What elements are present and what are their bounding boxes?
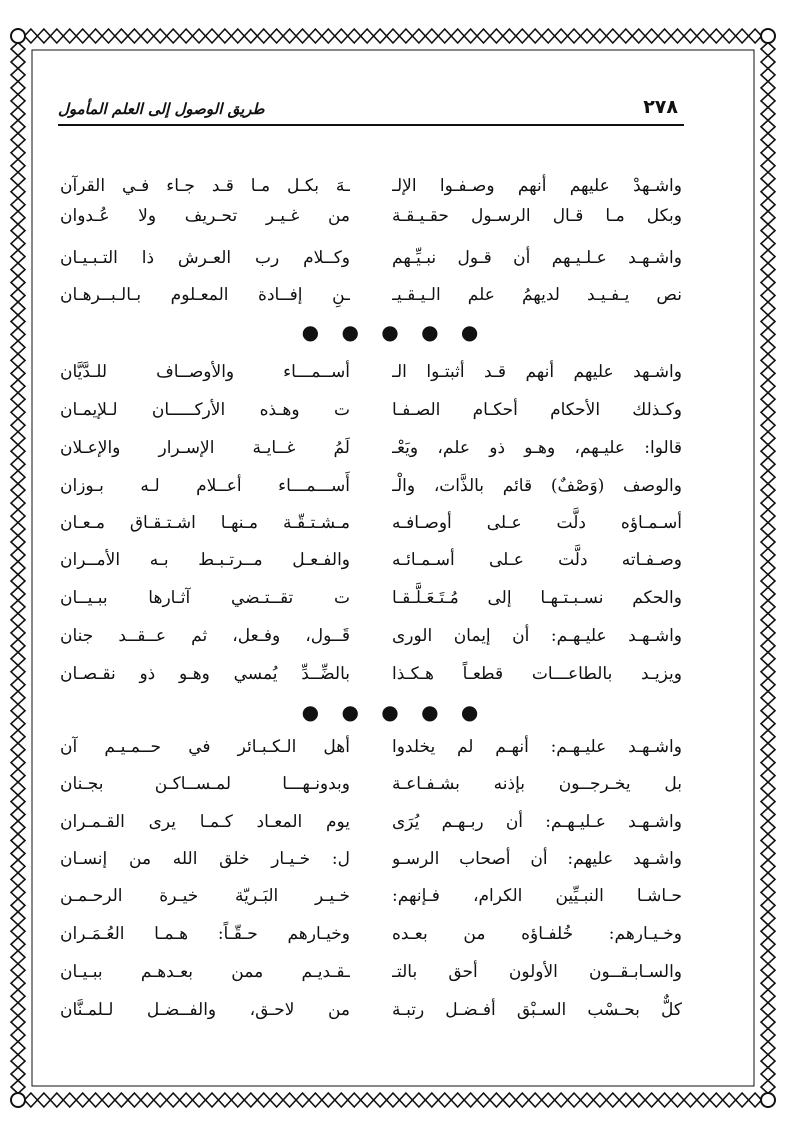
- verse-line: [60, 578, 682, 618]
- verse-line: [60, 390, 682, 430]
- verse-second-hemistich: وخيـارهم حـقّـاً: هـمـا العُـمَـران: [60, 924, 350, 944]
- running-title: طريق الوصول إلى العلم المأمول: [58, 100, 265, 118]
- verse-second-hemistich: أَســـمـــاء أعــلام لـه بـوزان: [60, 476, 350, 496]
- verse-line: [60, 876, 682, 916]
- verse-first-hemistich: واشـهد عليهم أنهم قـد أثبتـوا الـ: [392, 362, 682, 382]
- verse-first-hemistich: واشـهـد عليـهـم: أنهـم لم يخلدوا: [392, 737, 682, 757]
- verse-second-hemistich: أســمـــاء والأوصــاف للـدَّيَّان: [60, 362, 350, 382]
- verse-line: [60, 990, 682, 1030]
- verse-line: [60, 616, 682, 656]
- verse-second-hemistich: ت تقــتـضي آثـارها ببـيــان: [60, 588, 350, 608]
- verse-second-hemistich: يوم المعـاد كـمـا يرى القـمـران: [60, 812, 350, 832]
- verse-first-hemistich: ويزيـد بالطاعـــات قطعـاً هـكـذا: [392, 664, 682, 684]
- verse-first-hemistich: وخـيـارهم: خُلفـاؤه من بعـده: [392, 924, 682, 944]
- verse-first-hemistich: والحكم نسـبـتـهـا إلى مُـتَـعَـلَّـقـا: [392, 588, 682, 608]
- verse-line: [60, 764, 682, 804]
- verse-first-hemistich: والوصف (وَصْفٌ) قائم بالذَّات، والْـ: [392, 476, 682, 496]
- verse-first-hemistich: وبكل مـا قـال الرسـول حقـيـقـة: [392, 206, 682, 226]
- verse-line: [60, 275, 682, 315]
- verse-line: [60, 540, 682, 580]
- verse-first-hemistich: واشـهـد عـلـيـهم أن قـول نبـيِّـهم: [392, 248, 682, 268]
- page-number: ٢٧٨: [643, 96, 678, 118]
- verse-second-hemistich: والفـعـل مــرتـبـط بـه الأمــران: [60, 550, 350, 570]
- verse-line: [60, 952, 682, 992]
- verse-line: [60, 466, 682, 506]
- verse-line: [60, 503, 682, 543]
- verse-second-hemistich: ـقـديـم ممن بعـدهـم ببـيـان: [60, 962, 350, 982]
- verse-line: [60, 914, 682, 954]
- verse-second-hemistich: وكــلام رب العـرش ذا التـبـيـان: [60, 248, 350, 268]
- verse-second-hemistich: ـهَ بكـل مـا قـد جـاء فـي القرآن: [60, 176, 350, 196]
- verse-first-hemistich: واشـهد عليهم: أن أصحاب الرسـو: [392, 849, 682, 869]
- verse-second-hemistich: وبدونـهـــا لمـســاكـن بجـنان: [60, 774, 350, 794]
- verse-line: [60, 238, 682, 278]
- verse-second-hemistich: ل: خـيـار خلق الله من إنسـان: [60, 849, 350, 869]
- verse-first-hemistich: أسـمـاؤه دلَّت عـلى أوصـافـه: [392, 513, 682, 533]
- verse-first-hemistich: قالوا: عليـهم، وهـو ذو علم، ويَعْـ: [392, 438, 682, 458]
- verse-line: [60, 802, 682, 842]
- verse-line: [60, 839, 682, 879]
- verse-second-hemistich: من لاحـق، والفــضـل لـلمـنَّان: [60, 1000, 350, 1020]
- verse-line: [60, 352, 682, 392]
- verse-second-hemistich: أهل الـكـبـائر في حــمـيـم آن: [60, 737, 350, 757]
- verse-second-hemistich: ـنِ إفــادة المعـلوم بـالـبــرهـان: [60, 285, 350, 305]
- verse-first-hemistich: واشـهـد عليـهـم: أن إيمان الورى: [392, 626, 682, 646]
- verse-line: [60, 196, 682, 236]
- verse-second-hemistich: بالضِّــدِّ يُمسي وهـو ذو نقـصـان: [60, 664, 350, 684]
- verse-second-hemistich: قَــول، وفـعل، ثم عــقــد جنان: [60, 626, 350, 646]
- stanza-separator: ● ● ● ● ●: [301, 700, 487, 724]
- verse-second-hemistich: مـشـتـقّـة مـنهـا اشـتـقـاق مـعـان: [60, 513, 350, 533]
- verse-first-hemistich: وكـذلك الأحكام أحكـام الصـفـا: [392, 400, 682, 420]
- page-header: [58, 98, 684, 126]
- verse-first-hemistich: وصـفـاته دلَّت عـلى أسـمـائـه: [392, 550, 682, 570]
- verse-second-hemistich: خـيـر البَـريّة خيـرة الرحـمـن: [60, 886, 350, 906]
- verse-line: [60, 727, 682, 767]
- verse-second-hemistich: ت وهـذه الأركـــــان لـلإيمـان: [60, 400, 350, 420]
- verse-second-hemistich: من غـيـر تحـريف ولا عُـدوان: [60, 206, 350, 226]
- verse-first-hemistich: حـاشـا النبـيِّين الكرام، فـإنهم:: [392, 886, 682, 906]
- verse-first-hemistich: كلٌّ بحـسْب السـبْق أفـضـل رتبـة: [392, 1000, 682, 1020]
- verse-line: [60, 428, 682, 468]
- verse-line: [60, 654, 682, 694]
- verse-first-hemistich: والسـابـقــون الأولون أحق بالتـ: [392, 962, 682, 982]
- verse-first-hemistich: بل يخـرجــون بإذنه بشـفـاعـة: [392, 774, 682, 794]
- verse-second-hemistich: لَمُ غــايـة الإسـرار والإعـلان: [60, 438, 350, 458]
- verse-first-hemistich: واشـهـد عـليـهـم: أن ربـهـم يُرَى: [392, 812, 682, 832]
- stanza-separator: ● ● ● ● ●: [301, 320, 487, 344]
- verse-first-hemistich: واشـهدْ عليهم أنهم وصـفـوا الإلـ: [392, 176, 682, 196]
- verse-first-hemistich: نص يـفـيـد لديهمُ علم الـيـقـيـ: [392, 285, 682, 305]
